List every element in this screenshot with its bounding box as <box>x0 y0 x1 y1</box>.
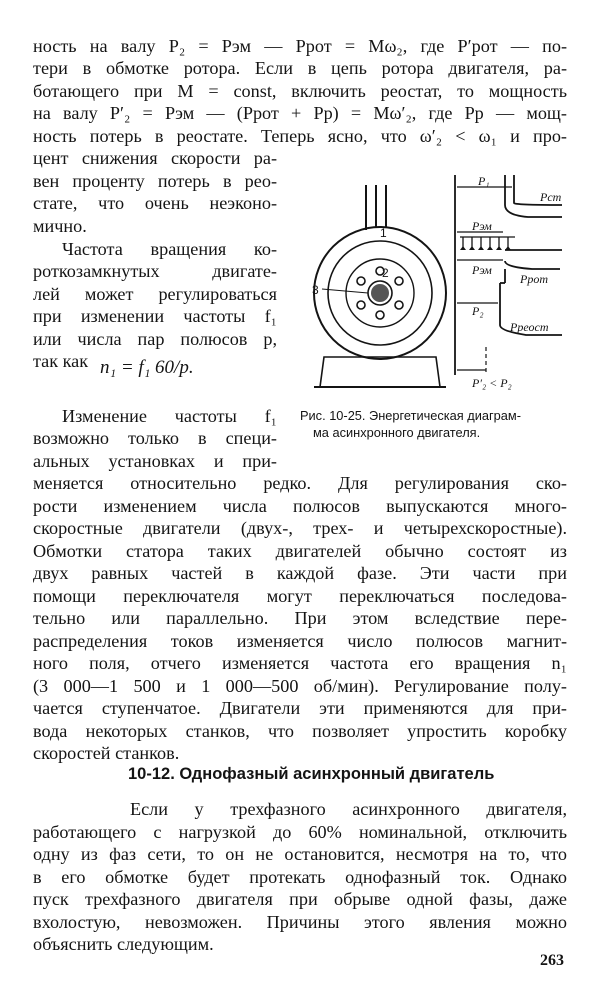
airgap-arrows <box>460 237 515 247</box>
text-line: Изменение частоты f₁ <box>62 406 277 426</box>
label-prot: Pрот <box>520 272 548 286</box>
label-pst: Pст <box>540 190 562 204</box>
text-line: (3 000—1 500 и 1 000—500 об/мин). Регулирование полу- <box>33 676 567 696</box>
shaft-hatch <box>371 284 389 302</box>
text-line: вода некоторых станков, что позволяет упростить коробку <box>33 721 567 741</box>
text-line: скоростей станков. <box>33 743 180 763</box>
label-p2-compare: P′₂ < P₂ <box>472 376 512 390</box>
text-line: двух равных частей в каждой фазе. Эти части при <box>33 563 567 583</box>
label-preost: Pреост <box>510 320 549 334</box>
text-line: тельно или параллельно. При этом вследствие пере- <box>33 608 567 628</box>
text-line: или числа пар полюсов p, <box>33 329 277 349</box>
text-line: так как <box>33 351 89 371</box>
text-line: пуск трехфазного двигателя при обрыве одной фазы, даже <box>33 889 567 909</box>
text-line: ботающего при M = const, включить реостат, то мощность <box>33 81 567 101</box>
text-line: лей может регулироваться <box>33 284 277 304</box>
page-number: 263 <box>540 952 564 969</box>
text-line: ного поля, отчего изменяется частота его вращения n₁ <box>33 653 567 673</box>
text-line: возможно только в специ- <box>33 428 277 448</box>
text-line: ность потерь в реостате. Теперь ясно, что ω′₂ < ω₁ и про- <box>33 126 567 146</box>
text-line: тери в обмотке ротора. Если в цепь ротора двигателя, ра- <box>33 58 567 78</box>
text-line: мично. <box>33 216 87 236</box>
figure-caption-line1: Рис. 10-25. Энергетическая диаграм- <box>300 408 521 423</box>
motor-base <box>320 357 440 387</box>
part-label-2: 2 <box>382 266 389 280</box>
motor-diagram <box>300 175 580 400</box>
text-line: чается ступенчатое. Двигатели эти применяются для при- <box>33 698 567 718</box>
text-line: Частота вращения ко- <box>62 239 277 259</box>
part-label-1: 1 <box>380 226 387 240</box>
label-pem: Pэм <box>472 219 492 233</box>
text-line: Обмотки статора таких двигателей обычно состоят из <box>33 541 567 561</box>
rotor-loss-branch <box>505 261 560 269</box>
text-line: на валу P′₂ = Pэм — (Pрот + Pр) = Mω′₂, где Pр — мощ- <box>33 103 567 123</box>
text-line: работающего с нагрузкой до 60% номинальной, отключить <box>33 822 567 842</box>
label-pem-2: Pэм <box>472 263 492 277</box>
text-line: меняется относительно редко. Для регулирования ско- <box>33 473 567 493</box>
text-line: при изменении частоты f₁ <box>33 306 277 326</box>
text-line: рости изменением числа полюсов выпускаются много- <box>33 496 567 516</box>
text-line: вхолостую, невозможен. Причины этого явления можно <box>33 912 567 932</box>
text-line: альных установках и при- <box>33 451 277 471</box>
text-line: скоростные двигатели (двух-, трех- и четырехскоростные). <box>33 518 567 538</box>
figure-caption-line2: ма асинхронного двигателя. <box>313 425 481 440</box>
part-label-3: 3 <box>312 283 319 297</box>
formula: n₁ = f₁ 60/p. <box>100 357 194 378</box>
text-line: цент снижения скорости ра- <box>33 148 277 168</box>
text-line: помощи переключателя могут переключаться последова- <box>33 586 567 606</box>
text-line: объяснить следующим. <box>33 934 214 954</box>
airgap-arrowheads <box>460 246 511 250</box>
text-line: одну из фаз сети, то он не остановится, несмотря на то, что <box>33 844 567 864</box>
text-line: распределения токов изменяется число полюсов магнит- <box>33 631 567 651</box>
leader-line <box>322 289 368 293</box>
dimension-arrows <box>457 187 512 375</box>
label-p2: P₂ <box>472 304 484 318</box>
flow-labels <box>471 175 562 390</box>
text-line: Если у трехфазного асинхронного двигателя, <box>130 799 567 819</box>
label-p1: P₁ <box>478 175 490 188</box>
section-heading: 10-12. Однофазный асинхронный двигатель <box>128 765 495 783</box>
text-line: в его обмотке будет протекать однофазный ток. Однако <box>33 867 567 887</box>
text-line: роткозамкнутых двигате- <box>33 261 277 281</box>
energy-diagram-figure <box>300 175 580 400</box>
text-line: ность на валу P₂ = Pэм — Pрот = Mω₂, где P′рот — по- <box>33 36 567 56</box>
text-line: стате, что очень неэконо- <box>33 193 277 213</box>
text-line: вен проценту потерь в рео- <box>33 171 277 191</box>
